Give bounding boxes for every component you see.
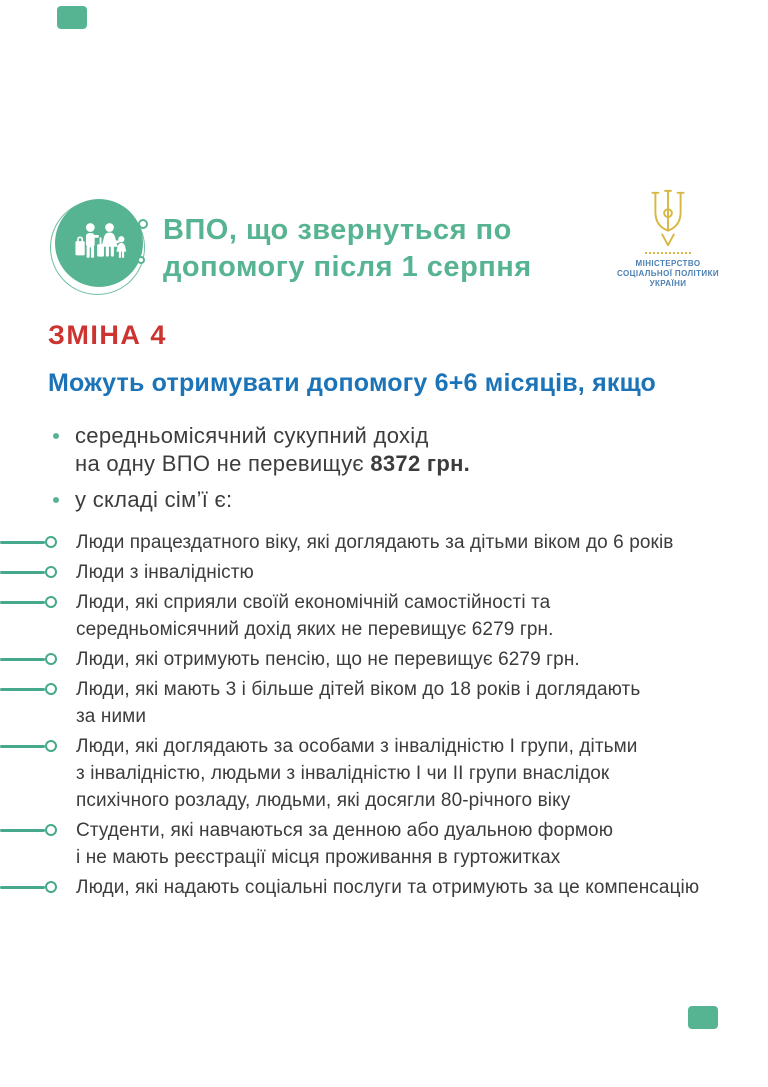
list-item-text: Студенти, які навчаються за денною або дуальною формою і не мають реєстрації місця проживання в гуртожитках: [76, 820, 614, 868]
page-title-line2: допомогу після 1 серпня: [163, 251, 532, 283]
list-item: [0, 529, 768, 556]
icon-circle-background: [55, 199, 143, 287]
ministry-divider: [645, 252, 691, 254]
list-item-text: Люди з інвалідністю: [76, 562, 254, 583]
corner-accent-bottom-right: [688, 1006, 718, 1029]
conditions-list: [48, 422, 728, 522]
condition-income: [48, 422, 728, 478]
list-marker-line: [0, 601, 45, 604]
condition-family: [48, 486, 728, 514]
list-marker-line: [0, 745, 45, 748]
list-marker-circle-icon: [45, 824, 57, 836]
list-marker-circle-icon: [45, 881, 57, 893]
list-marker-line: [0, 541, 45, 544]
ministry-logo-block: [604, 187, 732, 289]
page-title: [163, 212, 532, 286]
corner-accent-top-left: [57, 6, 87, 29]
list-item: [0, 676, 768, 730]
decor-node-icon: [137, 256, 145, 264]
list-marker-line: [0, 658, 45, 661]
family-with-luggage-icon: [50, 196, 150, 296]
list-marker-circle-icon: [45, 596, 57, 608]
list-item: [0, 874, 768, 901]
page-title-line1: ВПО, що звернуться по: [163, 214, 512, 246]
list-item: [0, 817, 768, 871]
condition-income-line2: на одну ВПО не перевищує: [75, 451, 371, 476]
ministry-name: [604, 259, 732, 289]
list-marker-circle-icon: [45, 653, 57, 665]
list-marker-circle-icon: [45, 536, 57, 548]
section-heading: Можуть отримувати допомогу 6+6 місяців, якщо: [48, 369, 657, 397]
list-item-text: Люди, які мають 3 і більше дітей віком до 18 років і доглядають за ними: [76, 679, 641, 727]
condition-income-line1: середньомісячний сукупний дохід: [75, 423, 429, 448]
bullet-dot-icon: [53, 497, 59, 503]
condition-family-text: у складі сім’ї є:: [75, 487, 233, 512]
list-marker-circle-icon: [45, 683, 57, 695]
list-item-text: Люди, які отримують пенсію, що не перевищує 6279 грн.: [76, 649, 580, 670]
list-marker-circle-icon: [45, 740, 57, 752]
list-item-text: Люди працездатного віку, які доглядають за дітьми віком до 6 років: [76, 532, 674, 553]
list-marker-line: [0, 688, 45, 691]
tryzub-icon: [649, 187, 687, 249]
ministry-name-line3: УКРАЇНИ: [649, 279, 687, 288]
income-threshold-value: 8372 грн.: [370, 451, 471, 476]
list-item: [0, 733, 768, 814]
list-marker-line: [0, 829, 45, 832]
list-item-text: Люди, які доглядають за особами з інвалідністю І групи, дітьми з інвалідністю, людьми з інвалідністю І чи ІІ групи внаслідок психічного розладу, людьми, які досягли 80-річного віку: [76, 736, 638, 811]
ministry-name-line1: МІНІСТЕРСТВО: [635, 259, 701, 268]
list-item: [0, 589, 768, 643]
list-item-text: Люди, які сприяли своїй економічній самостійності та середньомісячний дохід яких не перевищує 6279 грн.: [76, 592, 554, 640]
family-pictogram: [68, 212, 130, 274]
list-marker-line: [0, 886, 45, 889]
list-marker-line: [0, 571, 45, 574]
list-item-text: Люди, які надають соціальні послуги та отримують за це компенсацію: [76, 877, 700, 898]
ministry-name-line2: СОЦІАЛЬНОЇ ПОЛІТИКИ: [616, 269, 719, 278]
list-item: [0, 559, 768, 586]
household-members-list: [0, 529, 768, 904]
bullet-dot-icon: [53, 433, 59, 439]
list-item: [0, 646, 768, 673]
decor-node-icon: [138, 219, 148, 229]
list-marker-circle-icon: [45, 566, 57, 578]
change-badge: ЗМІНА 4: [48, 320, 167, 350]
